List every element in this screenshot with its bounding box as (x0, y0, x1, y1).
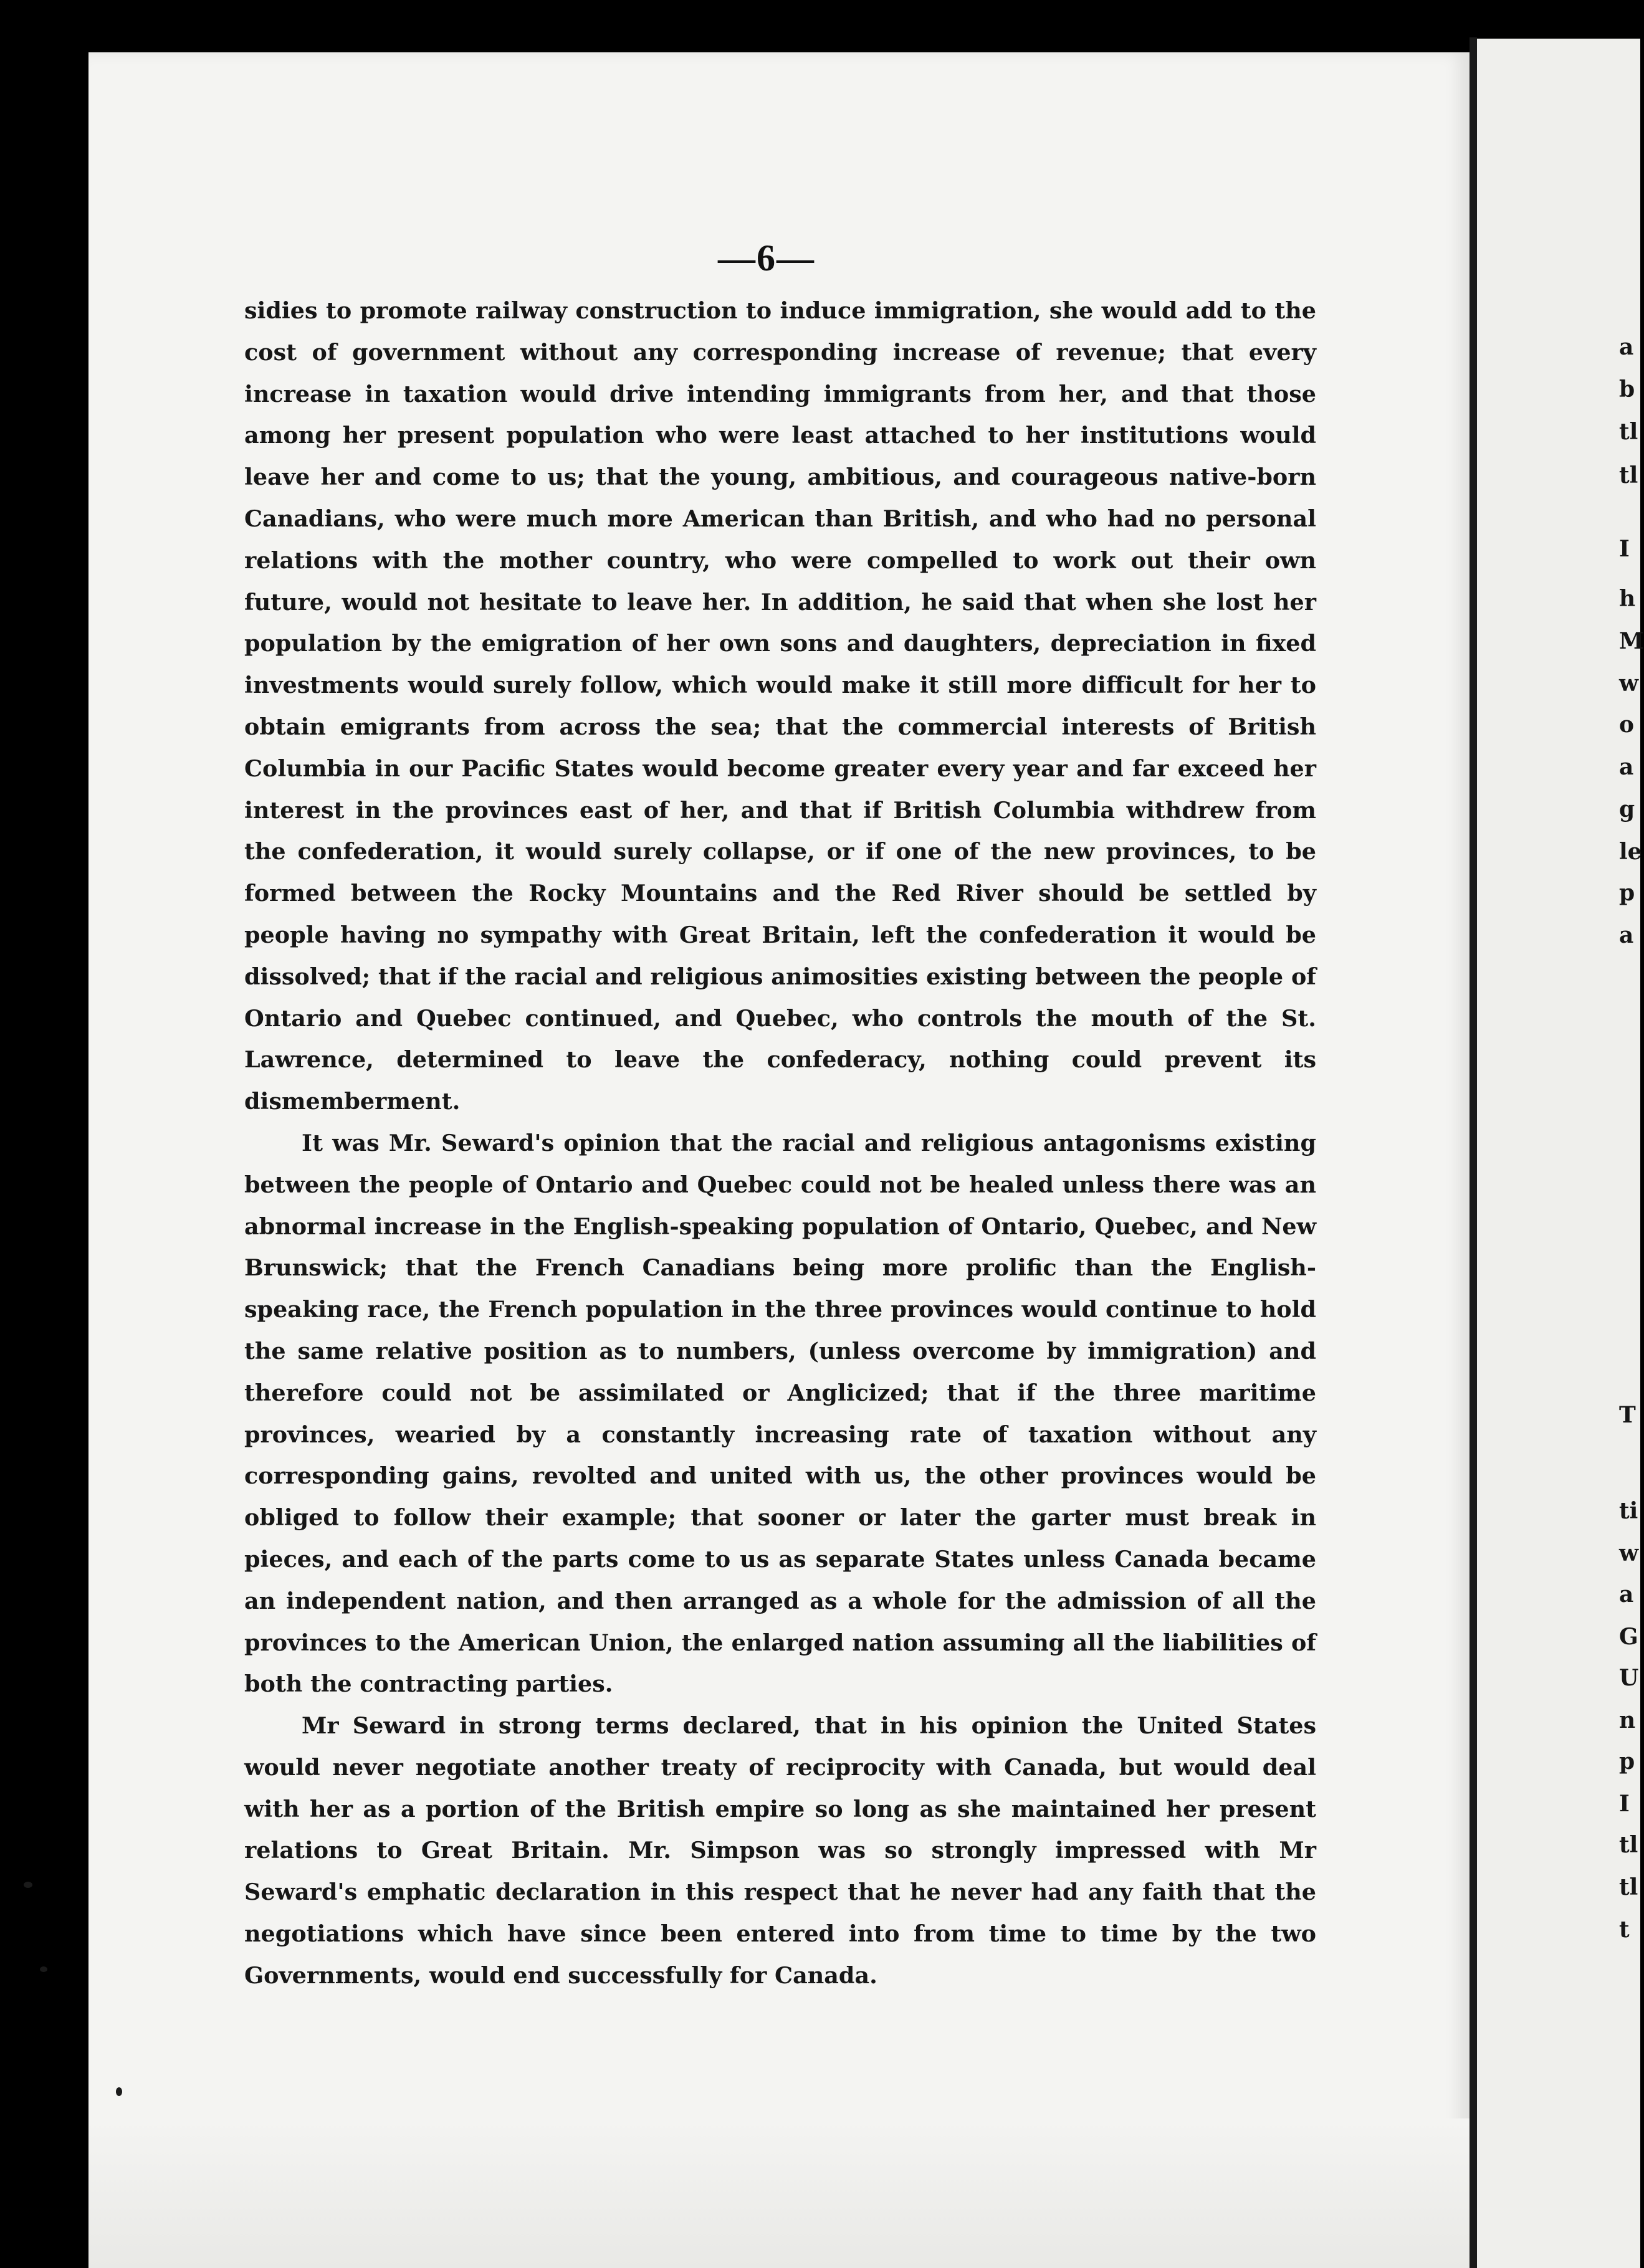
facing-fragment: a (1619, 754, 1634, 780)
paragraph-2: It was Mr. Seward's opinion that the racial and religious antagonisms existing between the people of Ontario and Quebec could not be healed unless there was an abnormal increase in the English-speaking population of Ontario, Quebec, and New Brunswick; that the French Canadians being more prolific than the English-speaking race, the French population in the three provinces would continue to hold the same relative position as to numbers, (unless overcome by immigration) and therefore could not be assimilated or Anglicized; that if the three maritime provinces, wearied by a constantly increasing rate of taxation without any corresponding gains, revolted and united with us, the other provinces would be obliged to follow their example; that sooner or later the garter must break in pieces, and each of the parts come to us as separate States unless Canada became an independent nation, and then arranged as a whole for the admission of all the provinces to the American Union, the enlarged nation assuming all the liabilities of both the contracting parties. (244, 1129, 1316, 1698)
body-text (244, 290, 1316, 1997)
facing-fragment: M (1619, 628, 1644, 654)
page-number: —6— (718, 237, 815, 279)
facing-fragment: I (1619, 536, 1630, 562)
facing-fragment: g (1619, 796, 1635, 822)
facing-fragment: w (1619, 1540, 1638, 1566)
facing-fragment: tl (1619, 419, 1638, 445)
paragraph-3: Mr Seward in strong terms declared, that in his opinion the United States would never negotiate another treaty of reciprocity with Canada, but would deal with her as a portion of the British empire so long as she maintained her present relations to Great Britain. Mr. Simpson was so strongly impressed with Mr Seward's emphatic declaration in this respect that he never had any faith that the negotiations which have since been entered into from time to time by the two Governments, would end successfully for Canada. (244, 1712, 1316, 1989)
scan-speck (24, 1882, 32, 1888)
facing-fragment: w (1619, 670, 1638, 697)
scan-speck (40, 1966, 47, 1972)
facing-fragment: le (1619, 839, 1642, 865)
facing-fragment: p (1619, 880, 1635, 906)
paragraph-1: sidies to promote railway construction to induce immigration, she would add to the cost of government without any corresponding increase of revenue; that every increase in taxation would drive intending immigrants from her, and that those among her present population who were least attached to her institutions would leave her and come to us; that the young, ambitious, and courageous native-born Canadians, who were much more American than British, and who had no personal relations with the mother country, who were compelled to work out their own future, would not hesitate to leave her. In addition, he said that when she lost her population by the emigration of her own sons and daughters, depreciation in fixed investments would surely follow, which would make it still more difficult for her to obtain emigrants from across the sea; that the commercial interests of British Columbia in our Pacific States would become greater every year and far exceed her interest in the provinces east of her, and that if British Columbia withdrew from the confederation, it would surely collapse, or if one of the new provinces, to be formed between the Rocky Mountains and the Red River should be settled by people having no sympathy with Great Britain, left the confederation it would be dissolved; that if the racial and religious animosities existing between the people of Ontario and Quebec continued, and Quebec, who controls the mouth of the St. Lawrence, determined to leave the confederacy, nothing could prevent its dismemberment. (244, 297, 1316, 1115)
facing-fragment: T (1619, 1402, 1636, 1428)
facing-fragment: p (1619, 1748, 1635, 1775)
facing-fragment: tl (1619, 1832, 1638, 1858)
facing-fragment: ti (1619, 1498, 1638, 1524)
facing-fragment: I (1619, 1791, 1630, 1817)
facing-fragment: a (1619, 334, 1634, 360)
facing-fragment: t (1619, 1917, 1630, 1943)
facing-fragment: h (1619, 586, 1636, 612)
facing-fragment: n (1619, 1707, 1636, 1733)
facing-fragment: a (1619, 1581, 1634, 1608)
facing-fragment: b (1619, 376, 1635, 403)
facing-fragment: U (1619, 1665, 1639, 1691)
scan-speck (116, 2087, 122, 2096)
facing-fragment: tl (1619, 462, 1638, 488)
page-bottom-shade (88, 2118, 1470, 2268)
facing-fragment: o (1619, 712, 1635, 738)
facing-fragment: G (1619, 1624, 1638, 1650)
facing-page-edge (1477, 39, 1640, 2268)
facing-fragment: tl (1619, 1874, 1638, 1900)
facing-fragment: a (1619, 922, 1634, 948)
page-gutter (1470, 37, 1477, 2268)
